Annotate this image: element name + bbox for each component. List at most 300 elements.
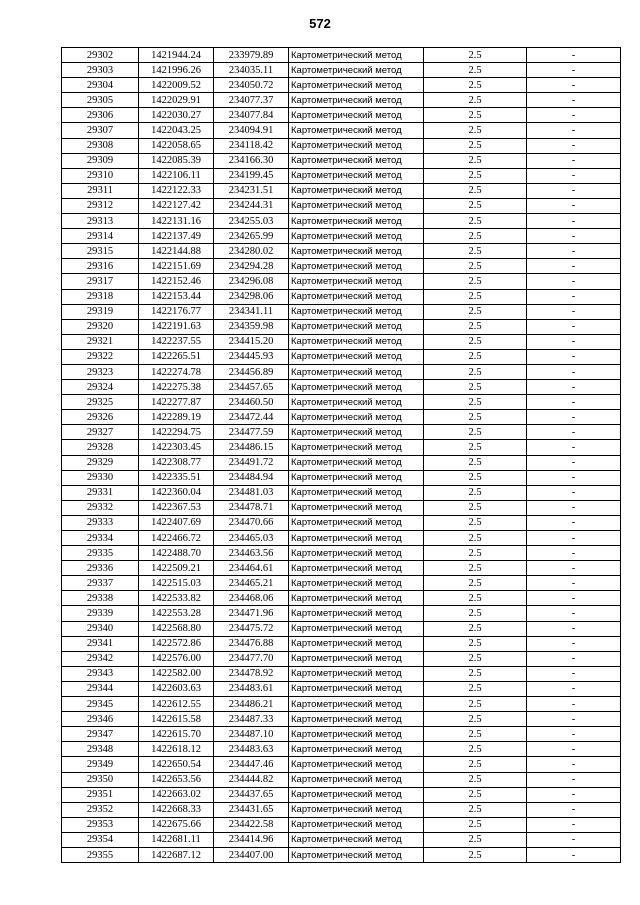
table-row xyxy=(62,636,621,651)
point-id-cell: 29351 xyxy=(62,787,139,802)
y-coordinate-cell: 234463.56 xyxy=(214,546,289,561)
method-cell: Картометрический метод xyxy=(289,78,424,93)
table-row xyxy=(62,183,621,198)
point-id-cell: 29336 xyxy=(62,561,139,576)
remark-cell: - xyxy=(527,168,621,183)
remark-cell: - xyxy=(527,666,621,681)
remark-cell: - xyxy=(527,757,621,772)
precision-cell: 2.5 xyxy=(424,410,527,425)
remark-cell: - xyxy=(527,500,621,515)
page-number: 572 xyxy=(309,16,331,31)
method-cell: Картометрический метод xyxy=(289,832,424,847)
y-coordinate-cell: 234468.06 xyxy=(214,591,289,606)
x-coordinate-cell: 1422668.33 xyxy=(139,802,214,817)
remark-cell: - xyxy=(527,395,621,410)
precision-cell: 2.5 xyxy=(424,198,527,213)
y-coordinate-cell: 234166.30 xyxy=(214,153,289,168)
precision-cell: 2.5 xyxy=(424,531,527,546)
point-id-cell: 29334 xyxy=(62,531,139,546)
remark-cell: - xyxy=(527,319,621,334)
method-cell: Картометрический метод xyxy=(289,470,424,485)
y-coordinate-cell: 234431.65 xyxy=(214,802,289,817)
method-cell: Картометрический метод xyxy=(289,681,424,696)
method-cell: Картометрический метод xyxy=(289,621,424,636)
method-cell: Картометрический метод xyxy=(289,500,424,515)
table-row xyxy=(62,455,621,470)
remark-cell: - xyxy=(527,606,621,621)
precision-cell: 2.5 xyxy=(424,727,527,742)
method-cell: Картометрический метод xyxy=(289,802,424,817)
y-coordinate-cell: 234447.46 xyxy=(214,757,289,772)
table-row xyxy=(62,847,621,862)
precision-cell: 2.5 xyxy=(424,576,527,591)
y-coordinate-cell: 234077.37 xyxy=(214,93,289,108)
point-id-cell: 29315 xyxy=(62,244,139,259)
method-cell: Картометрический метод xyxy=(289,591,424,606)
point-id-cell: 29308 xyxy=(62,138,139,153)
y-coordinate-cell: 234118.42 xyxy=(214,138,289,153)
table-row xyxy=(62,304,621,319)
point-id-cell: 29310 xyxy=(62,168,139,183)
point-id-cell: 29309 xyxy=(62,153,139,168)
remark-cell: - xyxy=(527,561,621,576)
x-coordinate-cell: 1422122.33 xyxy=(139,183,214,198)
remark-cell: - xyxy=(527,576,621,591)
table-row xyxy=(62,757,621,772)
precision-cell: 2.5 xyxy=(424,440,527,455)
point-id-cell: 29349 xyxy=(62,757,139,772)
y-coordinate-cell: 234478.71 xyxy=(214,500,289,515)
table-row xyxy=(62,364,621,379)
x-coordinate-cell: 1422009.52 xyxy=(139,78,214,93)
method-cell: Картометрический метод xyxy=(289,636,424,651)
remark-cell: - xyxy=(527,546,621,561)
table-row xyxy=(62,561,621,576)
y-coordinate-cell: 234487.33 xyxy=(214,712,289,727)
y-coordinate-cell: 234280.02 xyxy=(214,244,289,259)
method-cell: Картометрический метод xyxy=(289,757,424,772)
table-row xyxy=(62,681,621,696)
precision-cell: 2.5 xyxy=(424,123,527,138)
precision-cell: 2.5 xyxy=(424,515,527,530)
point-id-cell: 29342 xyxy=(62,651,139,666)
y-coordinate-cell: 234460.50 xyxy=(214,395,289,410)
table-row xyxy=(62,63,621,78)
x-coordinate-cell: 1422303.45 xyxy=(139,440,214,455)
x-coordinate-cell: 1422553.28 xyxy=(139,606,214,621)
table-row xyxy=(62,606,621,621)
remark-cell: - xyxy=(527,78,621,93)
y-coordinate-cell: 234094.91 xyxy=(214,123,289,138)
table-row xyxy=(62,621,621,636)
precision-cell: 2.5 xyxy=(424,561,527,576)
x-coordinate-cell: 1422043.25 xyxy=(139,123,214,138)
point-id-cell: 29352 xyxy=(62,802,139,817)
y-coordinate-cell: 234481.03 xyxy=(214,485,289,500)
y-coordinate-cell: 234478.92 xyxy=(214,666,289,681)
precision-cell: 2.5 xyxy=(424,244,527,259)
remark-cell: - xyxy=(527,349,621,364)
remark-cell: - xyxy=(527,515,621,530)
x-coordinate-cell: 1422308.77 xyxy=(139,455,214,470)
y-coordinate-cell: 234477.59 xyxy=(214,425,289,440)
precision-cell: 2.5 xyxy=(424,546,527,561)
method-cell: Картометрический метод xyxy=(289,847,424,862)
precision-cell: 2.5 xyxy=(424,319,527,334)
table-row xyxy=(62,395,621,410)
x-coordinate-cell: 1422275.38 xyxy=(139,380,214,395)
point-id-cell: 29355 xyxy=(62,847,139,862)
x-coordinate-cell: 1422127.42 xyxy=(139,198,214,213)
y-coordinate-cell: 234457.65 xyxy=(214,380,289,395)
x-coordinate-cell: 1422653.56 xyxy=(139,772,214,787)
method-cell: Картометрический метод xyxy=(289,153,424,168)
precision-cell: 2.5 xyxy=(424,48,527,63)
method-cell: Картометрический метод xyxy=(289,183,424,198)
x-coordinate-cell: 1422687.12 xyxy=(139,847,214,862)
method-cell: Картометрический метод xyxy=(289,319,424,334)
table-row xyxy=(62,153,621,168)
point-id-cell: 29333 xyxy=(62,515,139,530)
x-coordinate-cell: 1422615.58 xyxy=(139,712,214,727)
remark-cell: - xyxy=(527,274,621,289)
method-cell: Картометрический метод xyxy=(289,244,424,259)
remark-cell: - xyxy=(527,636,621,651)
y-coordinate-cell: 234294.28 xyxy=(214,259,289,274)
x-coordinate-cell: 1422367.53 xyxy=(139,500,214,515)
y-coordinate-cell: 234296.08 xyxy=(214,274,289,289)
method-cell: Картометрический метод xyxy=(289,334,424,349)
table-row xyxy=(62,651,621,666)
coordinates-table xyxy=(61,47,621,863)
point-id-cell: 29353 xyxy=(62,817,139,832)
method-cell: Картометрический метод xyxy=(289,123,424,138)
table-row xyxy=(62,48,621,63)
precision-cell: 2.5 xyxy=(424,787,527,802)
precision-cell: 2.5 xyxy=(424,802,527,817)
x-coordinate-cell: 1422335.51 xyxy=(139,470,214,485)
point-id-cell: 29347 xyxy=(62,727,139,742)
y-coordinate-cell: 234486.21 xyxy=(214,697,289,712)
table-row xyxy=(62,817,621,832)
y-coordinate-cell: 234472.44 xyxy=(214,410,289,425)
point-id-cell: 29344 xyxy=(62,681,139,696)
table-row xyxy=(62,576,621,591)
point-id-cell: 29346 xyxy=(62,712,139,727)
remark-cell: - xyxy=(527,63,621,78)
remark-cell: - xyxy=(527,138,621,153)
remark-cell: - xyxy=(527,697,621,712)
x-coordinate-cell: 1422663.02 xyxy=(139,787,214,802)
remark-cell: - xyxy=(527,651,621,666)
x-coordinate-cell: 1422237.55 xyxy=(139,334,214,349)
precision-cell: 2.5 xyxy=(424,168,527,183)
precision-cell: 2.5 xyxy=(424,93,527,108)
y-coordinate-cell: 234491.72 xyxy=(214,455,289,470)
table-row xyxy=(62,334,621,349)
point-id-cell: 29306 xyxy=(62,108,139,123)
x-coordinate-cell: 1422675.66 xyxy=(139,817,214,832)
x-coordinate-cell: 1422030.27 xyxy=(139,108,214,123)
precision-cell: 2.5 xyxy=(424,636,527,651)
method-cell: Картометрический метод xyxy=(289,349,424,364)
method-cell: Картометрический метод xyxy=(289,606,424,621)
x-coordinate-cell: 1422533.82 xyxy=(139,591,214,606)
point-id-cell: 29320 xyxy=(62,319,139,334)
point-id-cell: 29331 xyxy=(62,485,139,500)
x-coordinate-cell: 1422509.21 xyxy=(139,561,214,576)
method-cell: Картометрический метод xyxy=(289,455,424,470)
remark-cell: - xyxy=(527,364,621,379)
table-row xyxy=(62,274,621,289)
point-id-cell: 29307 xyxy=(62,123,139,138)
precision-cell: 2.5 xyxy=(424,742,527,757)
precision-cell: 2.5 xyxy=(424,153,527,168)
y-coordinate-cell: 234407.00 xyxy=(214,847,289,862)
table-row xyxy=(62,742,621,757)
x-coordinate-cell: 1422131.16 xyxy=(139,214,214,229)
remark-cell: - xyxy=(527,817,621,832)
precision-cell: 2.5 xyxy=(424,712,527,727)
point-id-cell: 29303 xyxy=(62,63,139,78)
point-id-cell: 29323 xyxy=(62,364,139,379)
precision-cell: 2.5 xyxy=(424,666,527,681)
remark-cell: - xyxy=(527,485,621,500)
point-id-cell: 29319 xyxy=(62,304,139,319)
point-id-cell: 29302 xyxy=(62,48,139,63)
y-coordinate-cell: 234483.61 xyxy=(214,681,289,696)
remark-cell: - xyxy=(527,410,621,425)
method-cell: Картометрический метод xyxy=(289,546,424,561)
table-row xyxy=(62,697,621,712)
precision-cell: 2.5 xyxy=(424,63,527,78)
precision-cell: 2.5 xyxy=(424,138,527,153)
method-cell: Картометрический метод xyxy=(289,289,424,304)
precision-cell: 2.5 xyxy=(424,425,527,440)
table-row xyxy=(62,470,621,485)
precision-cell: 2.5 xyxy=(424,395,527,410)
x-coordinate-cell: 1422176.77 xyxy=(139,304,214,319)
remark-cell: - xyxy=(527,440,621,455)
y-coordinate-cell: 234077.84 xyxy=(214,108,289,123)
remark-cell: - xyxy=(527,591,621,606)
table-row xyxy=(62,591,621,606)
x-coordinate-cell: 1422289.19 xyxy=(139,410,214,425)
precision-cell: 2.5 xyxy=(424,697,527,712)
precision-cell: 2.5 xyxy=(424,229,527,244)
coordinates-table-body xyxy=(62,48,621,863)
y-coordinate-cell: 234465.21 xyxy=(214,576,289,591)
method-cell: Картометрический метод xyxy=(289,380,424,395)
precision-cell: 2.5 xyxy=(424,364,527,379)
point-id-cell: 29322 xyxy=(62,349,139,364)
x-coordinate-cell: 1422265.51 xyxy=(139,349,214,364)
y-coordinate-cell: 234359.98 xyxy=(214,319,289,334)
precision-cell: 2.5 xyxy=(424,651,527,666)
x-coordinate-cell: 1422144.88 xyxy=(139,244,214,259)
x-coordinate-cell: 1422612.55 xyxy=(139,697,214,712)
remark-cell: - xyxy=(527,847,621,862)
y-coordinate-cell: 234487.10 xyxy=(214,727,289,742)
precision-cell: 2.5 xyxy=(424,334,527,349)
method-cell: Картометрический метод xyxy=(289,727,424,742)
method-cell: Картометрический метод xyxy=(289,48,424,63)
method-cell: Картометрический метод xyxy=(289,138,424,153)
point-id-cell: 29350 xyxy=(62,772,139,787)
table-row xyxy=(62,772,621,787)
table-row xyxy=(62,802,621,817)
method-cell: Картометрический метод xyxy=(289,93,424,108)
x-coordinate-cell: 1422277.87 xyxy=(139,395,214,410)
y-coordinate-cell: 234298.06 xyxy=(214,289,289,304)
x-coordinate-cell: 1422058.65 xyxy=(139,138,214,153)
table-row xyxy=(62,244,621,259)
x-coordinate-cell: 1422572.86 xyxy=(139,636,214,651)
x-coordinate-cell: 1422106.11 xyxy=(139,168,214,183)
remark-cell: - xyxy=(527,198,621,213)
remark-cell: - xyxy=(527,772,621,787)
method-cell: Картометрический метод xyxy=(289,410,424,425)
remark-cell: - xyxy=(527,183,621,198)
remark-cell: - xyxy=(527,531,621,546)
precision-cell: 2.5 xyxy=(424,274,527,289)
table-row xyxy=(62,93,621,108)
method-cell: Картометрический метод xyxy=(289,576,424,591)
y-coordinate-cell: 234465.03 xyxy=(214,531,289,546)
table-row xyxy=(62,787,621,802)
precision-cell: 2.5 xyxy=(424,78,527,93)
remark-cell: - xyxy=(527,455,621,470)
remark-cell: - xyxy=(527,380,621,395)
precision-cell: 2.5 xyxy=(424,772,527,787)
y-coordinate-cell: 234464.61 xyxy=(214,561,289,576)
x-coordinate-cell: 1422294.75 xyxy=(139,425,214,440)
precision-cell: 2.5 xyxy=(424,380,527,395)
x-coordinate-cell: 1422618.12 xyxy=(139,742,214,757)
precision-cell: 2.5 xyxy=(424,485,527,500)
point-id-cell: 29335 xyxy=(62,546,139,561)
table-row xyxy=(62,108,621,123)
method-cell: Картометрический метод xyxy=(289,515,424,530)
table-row xyxy=(62,500,621,515)
method-cell: Картометрический метод xyxy=(289,772,424,787)
y-coordinate-cell: 234341.11 xyxy=(214,304,289,319)
method-cell: Картометрический метод xyxy=(289,697,424,712)
point-id-cell: 29311 xyxy=(62,183,139,198)
point-id-cell: 29339 xyxy=(62,606,139,621)
y-coordinate-cell: 234444.82 xyxy=(214,772,289,787)
table-row xyxy=(62,380,621,395)
point-id-cell: 29338 xyxy=(62,591,139,606)
method-cell: Картометрический метод xyxy=(289,712,424,727)
point-id-cell: 29312 xyxy=(62,198,139,213)
method-cell: Картометрический метод xyxy=(289,168,424,183)
y-coordinate-cell: 234255.03 xyxy=(214,214,289,229)
table-row xyxy=(62,198,621,213)
precision-cell: 2.5 xyxy=(424,455,527,470)
precision-cell: 2.5 xyxy=(424,259,527,274)
remark-cell: - xyxy=(527,470,621,485)
x-coordinate-cell: 1421944.24 xyxy=(139,48,214,63)
x-coordinate-cell: 1422582.00 xyxy=(139,666,214,681)
point-id-cell: 29348 xyxy=(62,742,139,757)
method-cell: Картометрический метод xyxy=(289,651,424,666)
point-id-cell: 29337 xyxy=(62,576,139,591)
method-cell: Картометрический метод xyxy=(289,561,424,576)
x-coordinate-cell: 1422603.63 xyxy=(139,681,214,696)
x-coordinate-cell: 1422681.11 xyxy=(139,832,214,847)
precision-cell: 2.5 xyxy=(424,183,527,198)
method-cell: Картометрический метод xyxy=(289,787,424,802)
y-coordinate-cell: 234484.94 xyxy=(214,470,289,485)
x-coordinate-cell: 1422151.69 xyxy=(139,259,214,274)
precision-cell: 2.5 xyxy=(424,681,527,696)
table-row xyxy=(62,712,621,727)
point-id-cell: 29332 xyxy=(62,500,139,515)
y-coordinate-cell: 233979.89 xyxy=(214,48,289,63)
x-coordinate-cell: 1422466.72 xyxy=(139,531,214,546)
table-row xyxy=(62,515,621,530)
precision-cell: 2.5 xyxy=(424,621,527,636)
remark-cell: - xyxy=(527,681,621,696)
table-row xyxy=(62,78,621,93)
x-coordinate-cell: 1422029.91 xyxy=(139,93,214,108)
point-id-cell: 29324 xyxy=(62,380,139,395)
point-id-cell: 29345 xyxy=(62,697,139,712)
x-coordinate-cell: 1422568.80 xyxy=(139,621,214,636)
x-coordinate-cell: 1422085.39 xyxy=(139,153,214,168)
remark-cell: - xyxy=(527,621,621,636)
method-cell: Картометрический метод xyxy=(289,304,424,319)
table-row xyxy=(62,531,621,546)
point-id-cell: 29325 xyxy=(62,395,139,410)
point-id-cell: 29317 xyxy=(62,274,139,289)
table-row xyxy=(62,349,621,364)
point-id-cell: 29316 xyxy=(62,259,139,274)
y-coordinate-cell: 234199.45 xyxy=(214,168,289,183)
x-coordinate-cell: 1422153.44 xyxy=(139,289,214,304)
remark-cell: - xyxy=(527,289,621,304)
method-cell: Картометрический метод xyxy=(289,198,424,213)
y-coordinate-cell: 234470.66 xyxy=(214,515,289,530)
precision-cell: 2.5 xyxy=(424,847,527,862)
table-row xyxy=(62,727,621,742)
y-coordinate-cell: 234231.51 xyxy=(214,183,289,198)
remark-cell: - xyxy=(527,727,621,742)
table-row xyxy=(62,289,621,304)
remark-cell: - xyxy=(527,304,621,319)
point-id-cell: 29305 xyxy=(62,93,139,108)
method-cell: Картометрический метод xyxy=(289,229,424,244)
table-row xyxy=(62,546,621,561)
point-id-cell: 29326 xyxy=(62,410,139,425)
point-id-cell: 29327 xyxy=(62,425,139,440)
remark-cell: - xyxy=(527,153,621,168)
remark-cell: - xyxy=(527,334,621,349)
method-cell: Картометрический метод xyxy=(289,214,424,229)
point-id-cell: 29304 xyxy=(62,78,139,93)
method-cell: Картометрический метод xyxy=(289,364,424,379)
precision-cell: 2.5 xyxy=(424,470,527,485)
table-row xyxy=(62,259,621,274)
y-coordinate-cell: 234483.63 xyxy=(214,742,289,757)
y-coordinate-cell: 234475.72 xyxy=(214,621,289,636)
point-id-cell: 29329 xyxy=(62,455,139,470)
table-row xyxy=(62,425,621,440)
y-coordinate-cell: 234050.72 xyxy=(214,78,289,93)
table-row xyxy=(62,485,621,500)
remark-cell: - xyxy=(527,229,621,244)
